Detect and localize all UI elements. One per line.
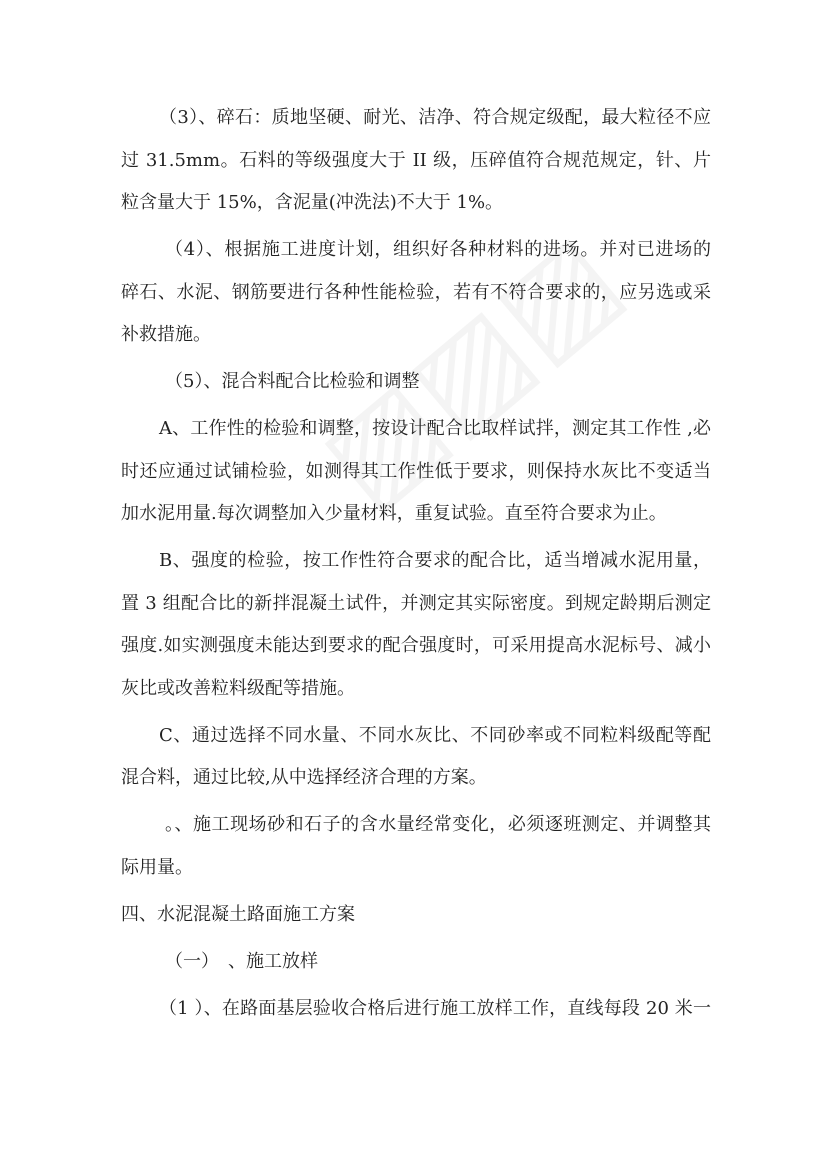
text-line: 补救措施。 <box>121 324 211 345</box>
document-body <box>121 97 711 1035</box>
subsection-heading <box>121 941 711 984</box>
text-line: 际用量。 <box>121 856 193 878</box>
text-line: （3）、碎石：质地坚硬、耐光、洁净、符合规定级配，最大粒径不应 <box>159 107 711 128</box>
paragraph-b <box>121 540 711 710</box>
paragraph-mix-heading <box>121 361 711 404</box>
paragraph-c <box>121 715 711 800</box>
paragraph-moisture <box>121 804 711 889</box>
text-line: C、通过选择不同水量、不同水灰比、不同砂率或不同粒料级配等配 <box>159 724 711 746</box>
text-line: 过 31.5mm。石料的等级强度大于 II 级，压碎值符合规范规定，针、片 <box>121 149 711 171</box>
text-line: 粒含量大于 15%，含泥量(冲洗法)不大于 1%。 <box>121 192 504 213</box>
text-line: 置 3 组配合比的新拌混凝土试件，并测定其实际密度。到规定龄期后测定 <box>121 592 711 614</box>
paragraph-a <box>121 408 711 536</box>
text-line: 强度.如实测强度未能达到要求的配合强度时，可采用提高水泥标号、减小 <box>121 635 711 656</box>
text-line: A、工作性的检验和调整，按设计配合比取样试拌，测定其工作性 ,必 <box>159 418 711 439</box>
text-line: （5）、混合料配合比检验和调整 <box>165 371 420 392</box>
text-line: 碎石、水泥、钢筋要进行各种性能检验，若有不符合要求的，应另选或采 <box>121 281 711 303</box>
text-line: 混合料，通过比较,从中选择经济合理的方案。 <box>121 767 487 788</box>
paragraph-layout <box>121 988 711 1031</box>
text-line: 灰比或改善粒料级配等措施。 <box>121 677 355 699</box>
text-line: 。、施工现场砂和石子的含水量经常变化，必须逐班测定、并调整其 <box>165 814 711 835</box>
text-line: 加水泥用量.每次调整加入少量材料，重复试验。直至符合要求为止。 <box>121 503 667 524</box>
text-line: 四、水泥混凝土路面施工方案 <box>121 903 355 925</box>
text-line: （1 ）、在路面基层验收合格后进行施工放样工作，直线每段 20 米一 <box>159 997 711 1019</box>
paragraph-materials <box>121 229 711 357</box>
text-line: （一） 、施工放样 <box>165 950 318 972</box>
text-line: （4）、根据施工进度计划，组织好各种材料的进场。并对已进场的 <box>165 239 711 260</box>
paragraph-gravel <box>121 97 711 225</box>
text-line: 时还应通过试铺检验，如测得其工作性低于要求，则保持水灰比不变适当 <box>121 460 711 482</box>
text-line: B、强度的检验，按工作性符合要求的配合比，适当增减水泥用量， <box>159 550 711 571</box>
section-heading <box>121 894 711 937</box>
